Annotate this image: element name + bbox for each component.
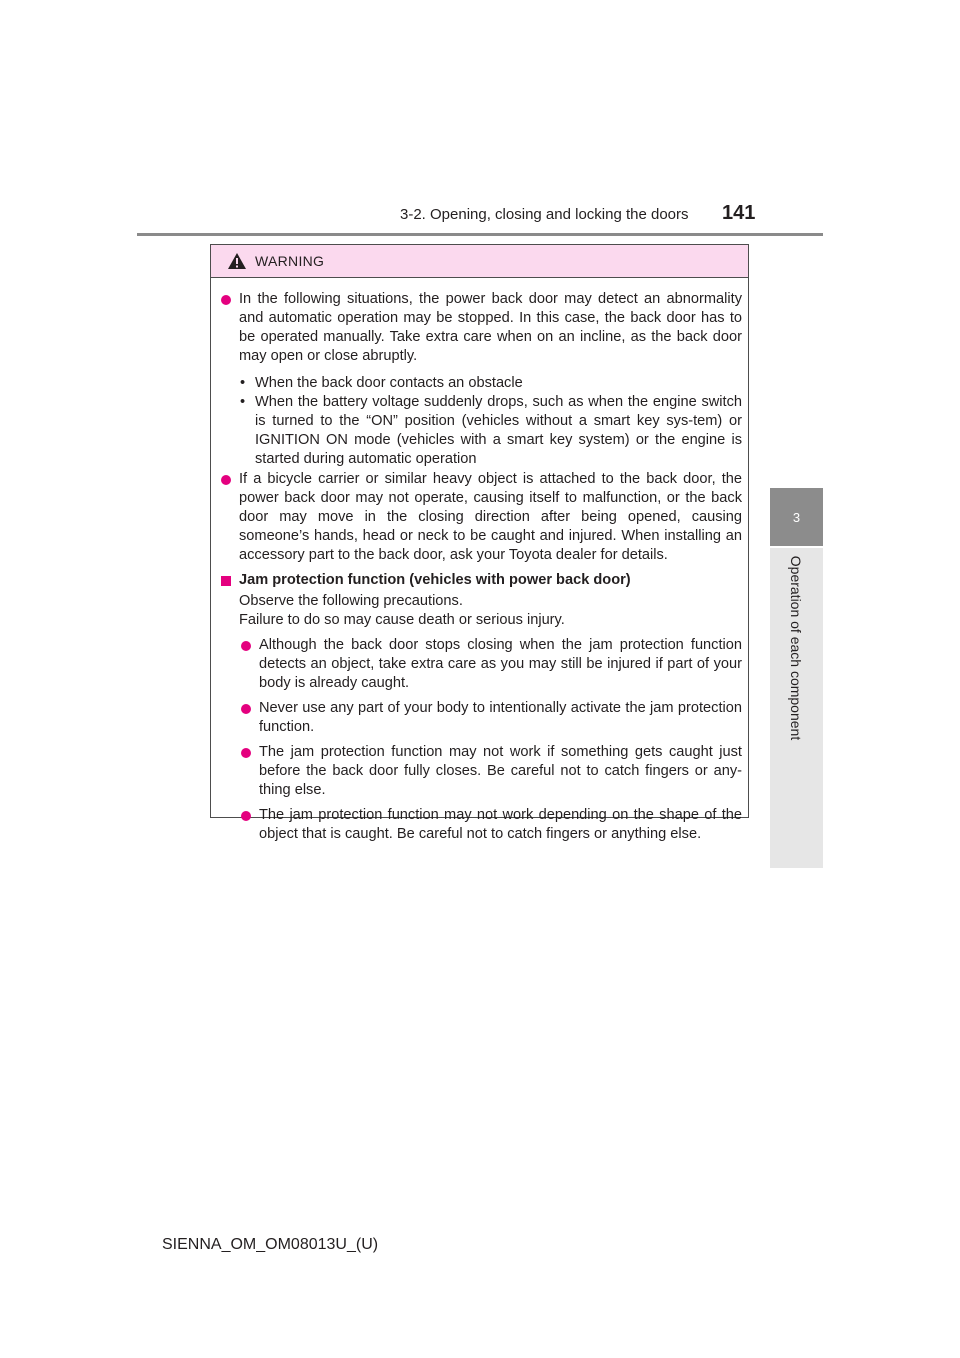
- pink-circle-bullet-icon: [241, 811, 251, 821]
- warning-title: WARNING: [255, 253, 325, 269]
- pink-circle-bullet-icon: [241, 748, 251, 758]
- dot-bullet-icon: •: [240, 375, 246, 391]
- warning-triangle-icon: [227, 252, 247, 270]
- situation-item: [221, 374, 742, 393]
- pink-circle-bullet-icon: [221, 295, 231, 305]
- situation-list: [221, 374, 742, 469]
- jam-item-text: Never use any part of your body to intentionally activate the jam protection function.: [259, 700, 742, 735]
- jam-intro-line: Failure to do so may cause death or serious injury.: [239, 612, 565, 628]
- jam-item-text: Although the back door stops closing when the jam protection function detects an object, take extra care as you may still be injured if part of your body is already caught.: [259, 637, 742, 691]
- jam-protection-heading: [221, 571, 742, 590]
- chapter-tab-number: 3: [770, 488, 823, 546]
- pink-circle-bullet-icon: [221, 475, 231, 485]
- jam-item: [221, 743, 742, 800]
- warning-item: [221, 290, 742, 366]
- jam-intro: [221, 592, 742, 630]
- warning-item: [221, 470, 742, 565]
- pink-square-icon: [221, 576, 231, 586]
- jam-intro-line: Observe the following precautions.: [239, 593, 463, 609]
- warning-header: [211, 245, 748, 278]
- document-code: SIENNA_OM_OM08013U_(U): [162, 1236, 379, 1253]
- header-divider: [137, 233, 823, 236]
- warning-item-text: In the following situations, the power back door may detect an abnormality and automatic operation may be stopped. In this case, the back door has to be operated manually. Take extra care when on an incline, as the back door may open or close abruptly.: [239, 291, 742, 364]
- jam-item-text: The jam protection function may not work if something gets caught just before the back door fully closes. Be careful not to catch fingers or any-thing else.: [259, 744, 742, 798]
- warning-box: [210, 244, 749, 842]
- situation-item: [221, 393, 742, 469]
- jam-item-text: The jam protection function may not work depending on the shape of the object that is caught. Be careful not to catch fingers or anything else.: [259, 807, 742, 842]
- jam-item: [221, 699, 742, 737]
- dot-bullet-icon: •: [240, 394, 246, 410]
- chapter-tab-label: Operation of each component: [788, 555, 804, 741]
- pink-circle-bullet-icon: [241, 704, 251, 714]
- pink-circle-bullet-icon: [241, 641, 251, 651]
- jam-item: [221, 636, 742, 693]
- situation-item-text: When the back door contacts an obstacle: [255, 375, 523, 391]
- page-number: 141: [722, 202, 756, 224]
- jam-item: [221, 806, 742, 844]
- situation-item-text: When the battery voltage suddenly drops, such as when the engine switch is turned to the “ON” position (vehicles without a smart key sys-tem) or IGNITION ON mode (vehicles with a smart key system) or the engine is started during automatic operation: [255, 394, 742, 467]
- jam-protection-heading-text: Jam protection function (vehicles with power back door): [239, 572, 631, 588]
- warning-item-text: If a bicycle carrier or similar heavy object is attached to the back door, the power back door may not operate, causing itself to malfunction, or the back door may move in the closing direction after being opened, causing someone’s hands, head or neck to be caught and injured. When installing an accessory part to the back door, ask your Toyota dealer for details.: [239, 471, 742, 563]
- section-title: 3-2. Opening, closing and locking the doors: [400, 206, 689, 223]
- warning-body: [211, 278, 748, 844]
